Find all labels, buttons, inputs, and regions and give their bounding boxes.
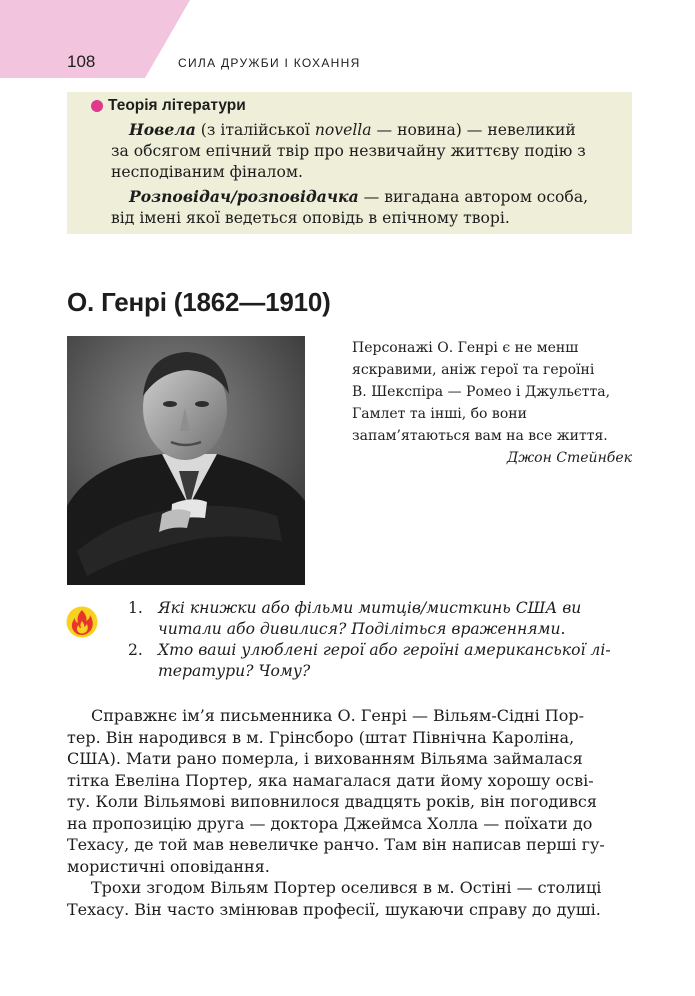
theory-title	[91, 96, 620, 116]
text-line: США). Мати рано померла, і вихованням Вільяма займалася	[67, 749, 583, 768]
author-portrait	[67, 336, 305, 585]
question-number: 1.	[128, 599, 143, 617]
narrator-text: — вигадана автором особа,	[358, 188, 589, 206]
narrator-term: Розповідач/розповідачка	[129, 187, 359, 206]
text-line: ту. Коли Вільямові виповнилося двадцять років, він погодився	[67, 792, 597, 811]
text-line: мористичні оповідання.	[67, 856, 270, 876]
narrator-definition	[111, 186, 620, 229]
theory-title-text: Теорія літератури	[108, 97, 246, 114]
theory-box	[67, 92, 632, 234]
epigraph-line: Персонажі О. Генрі є не менш	[352, 340, 579, 356]
question-line: читали або дивилися? Поділіться враженнями.	[158, 620, 566, 638]
text-line: Техасу. Він часто змінював професії, шукаючи справу до душі.	[67, 899, 601, 919]
question-item	[128, 640, 633, 682]
epigraph	[352, 337, 632, 469]
pink-dot-icon	[91, 100, 103, 112]
novella-line2: за обсягом епічний твір про незвичайну життєву подію з	[111, 142, 586, 160]
text-line: Справжнє ім’я письменника О. Генрі — Вільям-Сідні Пор-	[91, 706, 585, 725]
novella-definition	[111, 119, 620, 183]
novella-text-b: — новина) — невеликий	[371, 121, 576, 139]
question-line: Хто ваші улюблені герої або героїні американської лі-	[158, 641, 611, 659]
fire-discussion-icon	[66, 606, 98, 638]
question-number: 2.	[128, 641, 143, 659]
text-line: тітка Евеліна Портер, яка намагалася дати йому хорошу осві-	[67, 770, 594, 790]
novella-term: Новела	[129, 120, 196, 139]
epigraph-line: В. Шекспіра — Ромео і Джульєтта,	[352, 384, 611, 400]
epigraph-line: запам’ятаються вам на все життя.	[352, 428, 608, 444]
running-header: СИЛА ДРУЖБИ І КОХАННЯ	[178, 56, 361, 70]
body-text	[67, 705, 633, 920]
questions-list	[128, 598, 633, 682]
epigraph-author: Джон Стейнбек	[506, 450, 632, 466]
question-item	[128, 598, 633, 640]
page-number: 108	[67, 52, 96, 71]
narrator-line2: від імені якої ведеться оповідь в епічному творі.	[111, 209, 510, 227]
paragraph-austin	[67, 877, 633, 920]
epigraph-line: яскравими, аніж герої та героїні	[352, 362, 595, 378]
novella-italic: novella	[314, 121, 372, 139]
text-line: Техасу, де той мав невеличке ранчо. Там він написав перші гу-	[67, 835, 605, 854]
text-line: на пропозицію друга — доктора Джеймса Холла — поїхати до	[67, 813, 593, 833]
question-line: Які книжки або фільми митців/мисткинь США ви	[158, 599, 582, 617]
paragraph-biography	[67, 705, 633, 877]
text-line: Трохи згодом Вільям Портер оселився в м. Остіні — столиці	[91, 878, 602, 897]
novella-line3: несподіваним фіналом.	[111, 163, 303, 181]
author-heading: О. Генрі (1862—1910)	[67, 287, 331, 317]
novella-text-a: (з італійської	[195, 121, 315, 139]
text-line: тер. Він народився в м. Грінсборо (штат Північна Кароліна,	[67, 727, 575, 747]
epigraph-line: Гамлет та інші, бо вони	[352, 406, 527, 422]
question-line: тератури? Чому?	[158, 662, 311, 680]
